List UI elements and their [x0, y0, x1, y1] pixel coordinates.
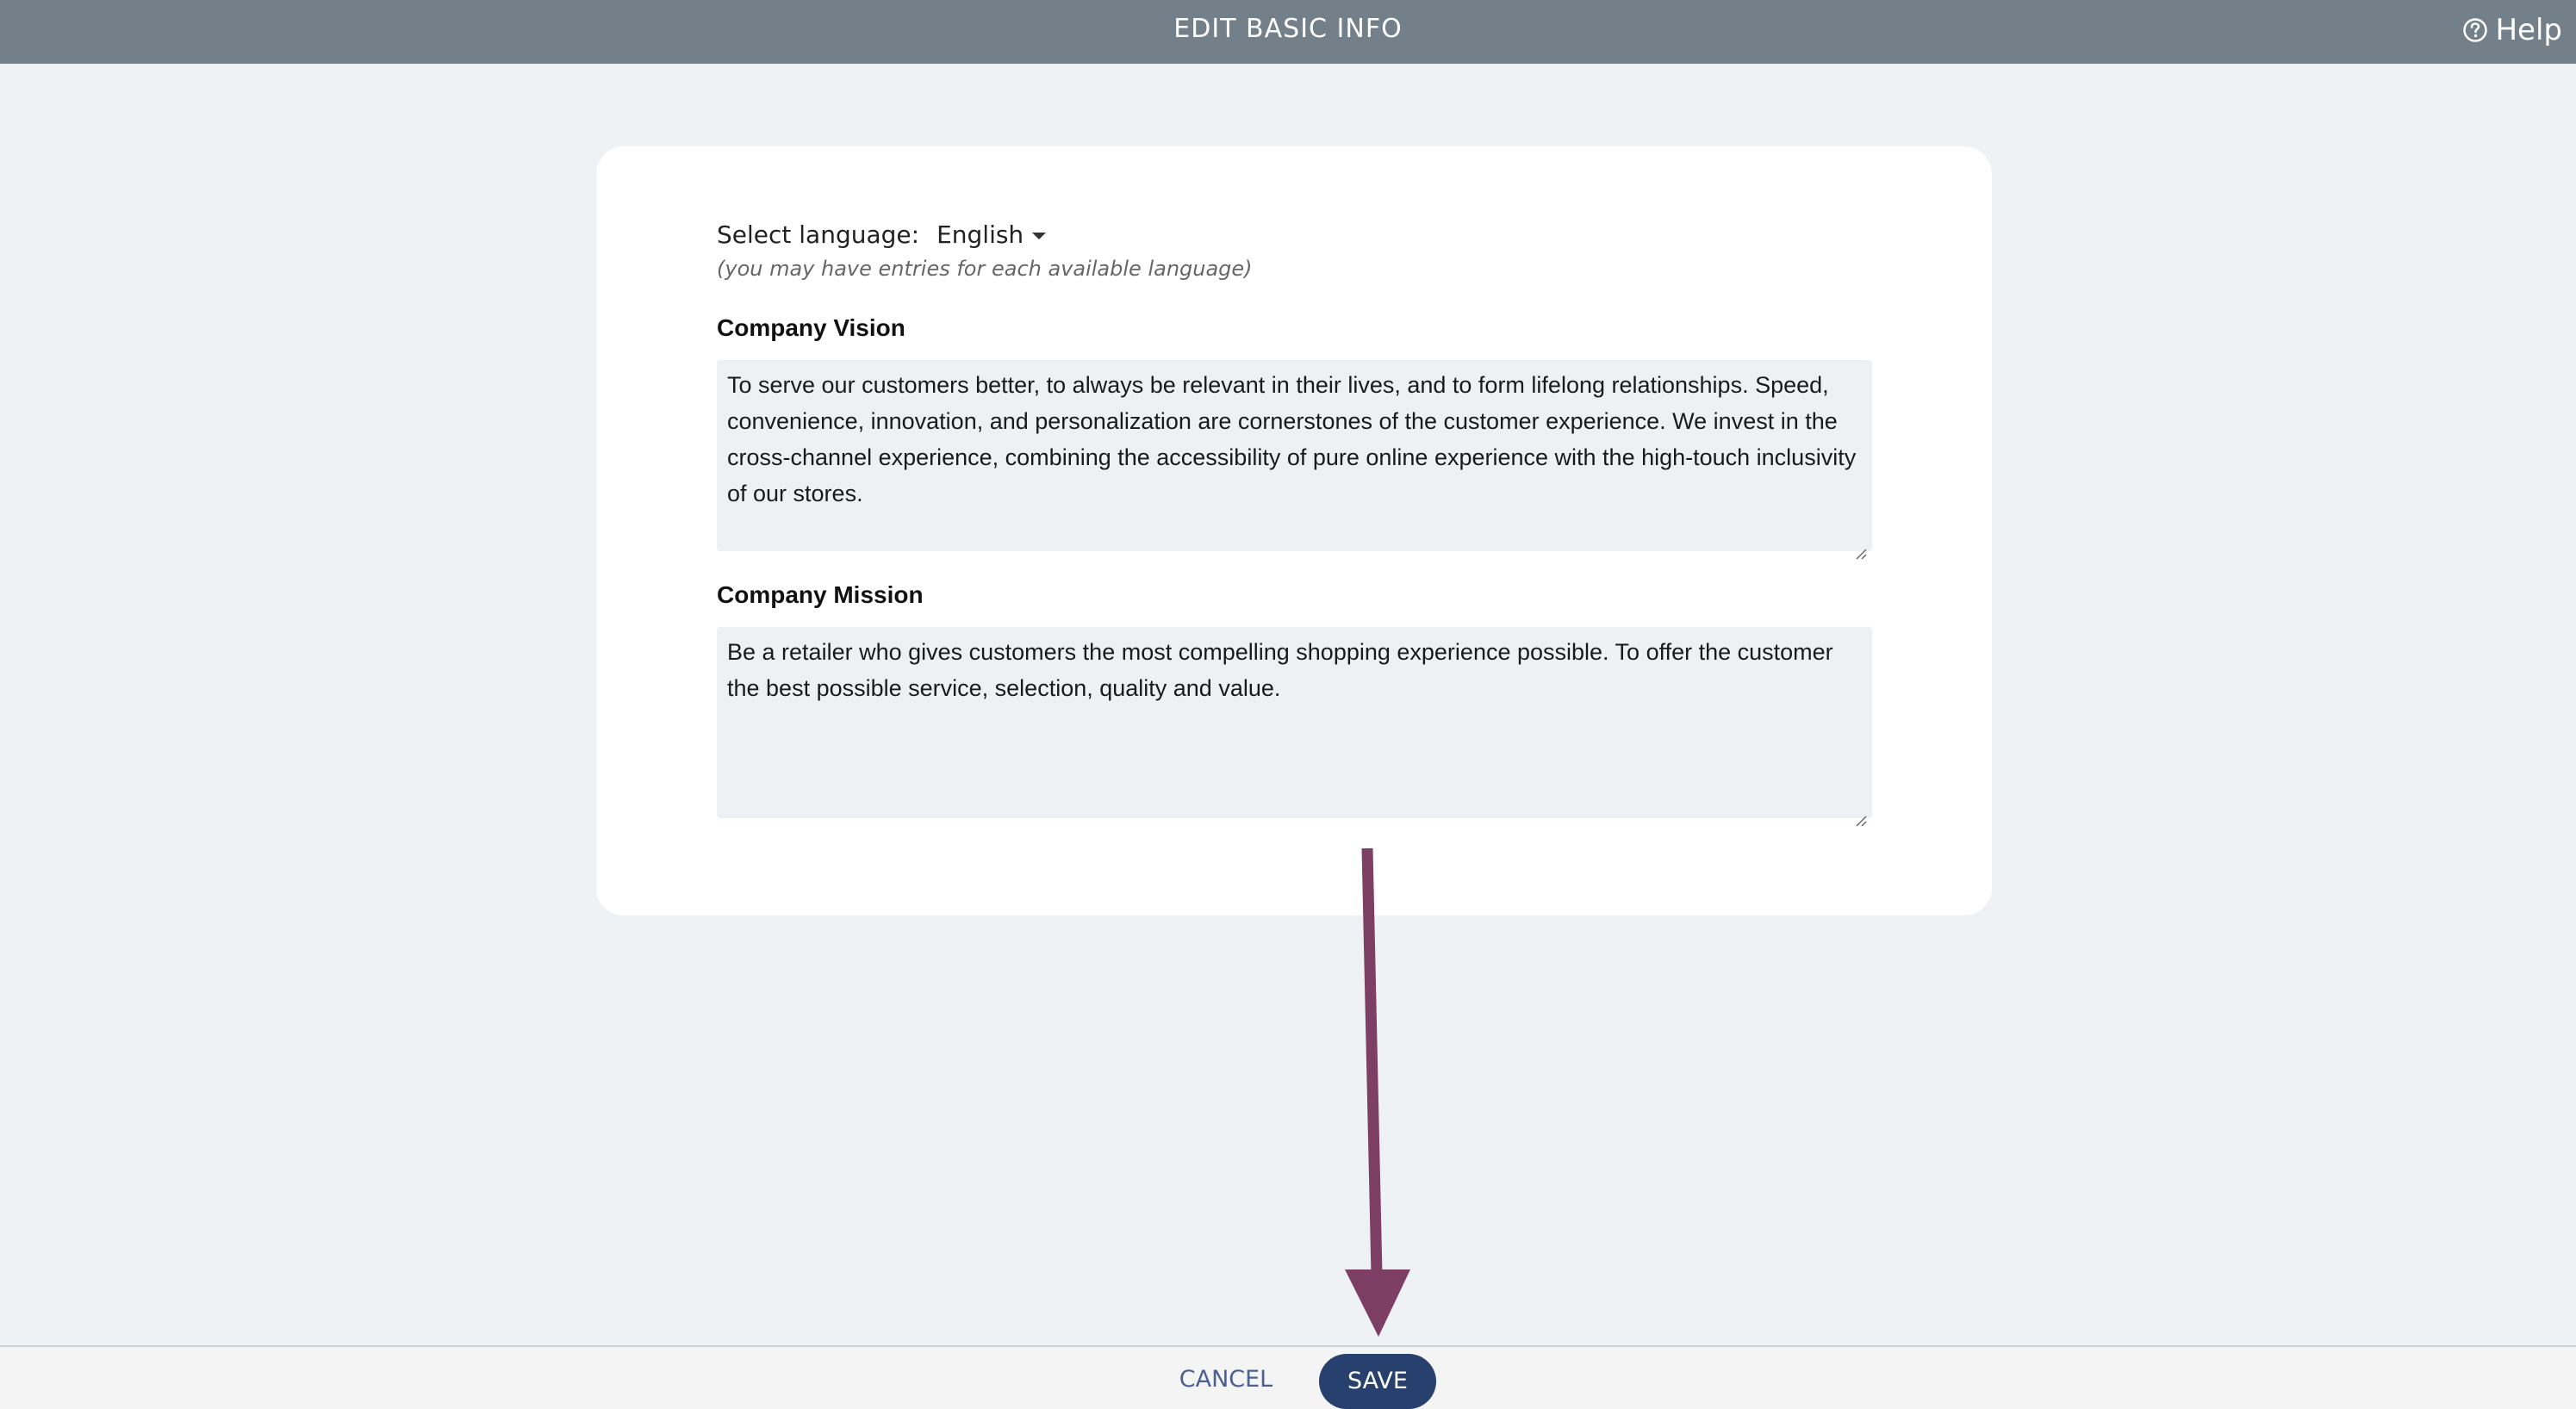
help-link[interactable]	[2462, 0, 2562, 60]
chevron-down-icon	[1032, 233, 1046, 239]
footer-bar	[0, 1345, 2576, 1409]
language-dropdown[interactable]	[936, 220, 1046, 249]
language-selected: English	[936, 220, 1024, 249]
basic-info-card	[596, 146, 1992, 916]
language-note: (you may have entries for each available language)	[717, 257, 1253, 281]
vision-label: Company Vision	[717, 314, 905, 341]
vision-text: To serve our customers better, to always be relevant in their lives, and to form lifelong relationships. Speed, convenience, innovation, and personalization are cornerstones of the customer experience. We invest in the cross-channel experience, combining the accessibility of pure online experience with the high-touch inclusivity of our stores.	[727, 372, 1857, 506]
annotation-arrow-head	[1345, 1269, 1410, 1337]
page-title: EDIT BASIC INFO	[1173, 14, 1403, 44]
language-row	[717, 220, 1046, 249]
mission-textarea[interactable]	[717, 627, 1872, 818]
help-label: Help	[2495, 13, 2562, 47]
cancel-button[interactable]: CANCEL	[1179, 1366, 1273, 1393]
vision-textarea[interactable]	[717, 360, 1872, 551]
question-circle-icon	[2462, 17, 2488, 43]
header-bar	[0, 0, 2576, 64]
save-button[interactable]: SAVE	[1319, 1354, 1436, 1409]
language-label: Select language:	[717, 220, 920, 249]
resize-handle-icon[interactable]	[1855, 534, 1867, 546]
mission-label: Company Mission	[717, 581, 924, 608]
resize-handle-icon[interactable]	[1855, 801, 1867, 813]
mission-text: Be a retailer who gives customers the most compelling shopping experience possible. To offer the customer the best possible service, selection, quality and value.	[727, 639, 1833, 701]
